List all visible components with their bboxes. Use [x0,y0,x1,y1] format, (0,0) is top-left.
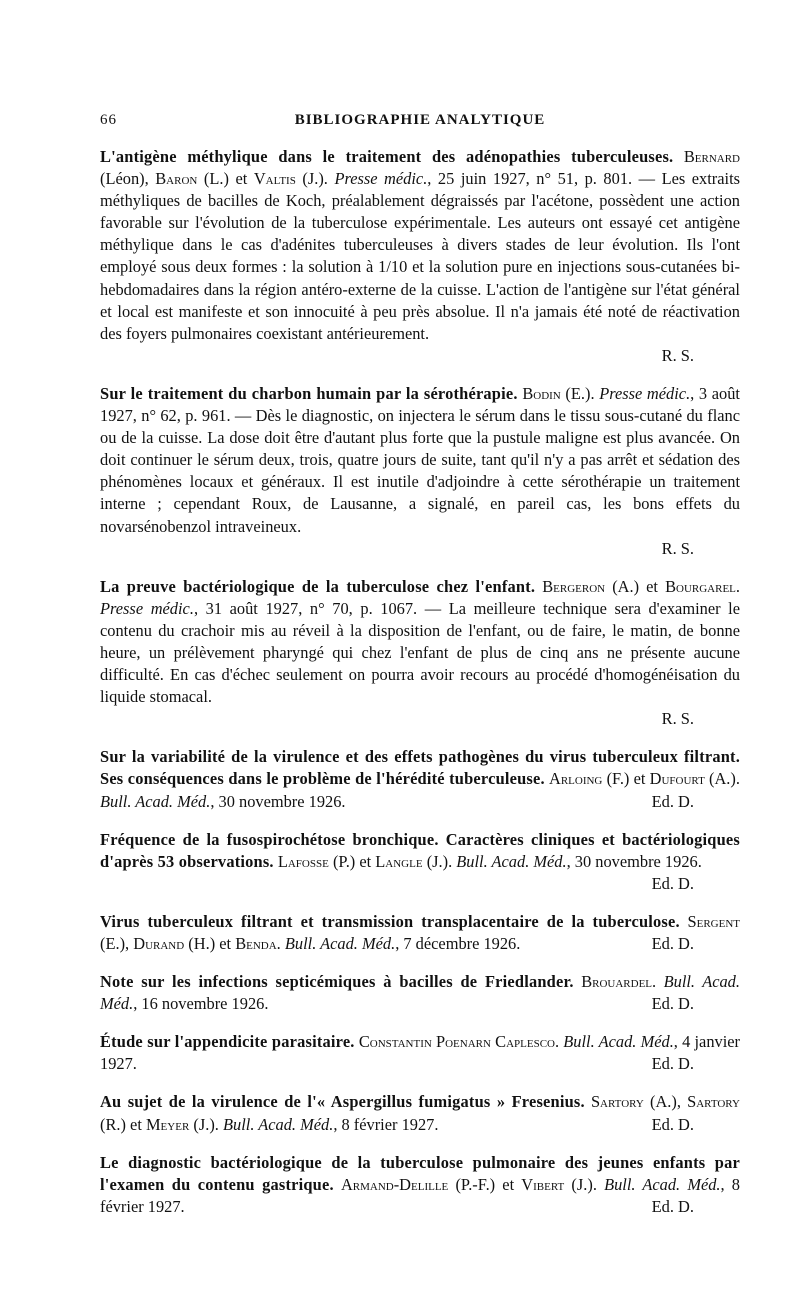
citation-ref: , 3 août 1927, n° 62, p. 961. [100,383,740,426]
author-separator: . [214,1114,223,1134]
entry-title: Fréquence de la fusospirochétose bronchique. Caractères cliniques et bactériologiques d'après 53 observations. [100,829,740,871]
author-name: Bergeron [542,576,606,596]
author-name: Bernard [683,147,740,166]
author-name: Constantin Poenarn Caplesco [358,1032,555,1052]
citation-ref: , 8 février 1927. [333,1114,439,1134]
author-separator: et [228,169,254,189]
journal-name: Bull. Acad. Méd. [223,1114,334,1134]
author-initials: (Léon) [100,169,145,189]
author-initials: (E.) [100,934,126,953]
journal-name: Bull. Acad. Méd. [563,1032,674,1052]
author-separator: , [144,169,156,189]
abstract-body: — Les extraits méthyliques de bacilles de Koch, préalablement dégraissés par l'acétone, possèdent une action favorable sur l'évolution de la tuberculose expérimentale. Les auteurs ont essayé cet antigène méthylique dans le cas d'adénites tuberculeuses à divers stades de leur évolution. Ils l'ont employé sous deux formes : la solution à 1/10 et la solution pure en injections sous-cutanées bi-hebdomadaires dans la région antéro-externe de la cuisse. L'action de l'antigène sur l'état général et local est manifeste et son innocuité à peu près absolue. Il n'a jamais été noté de réactivation des foyers pulmonaires coexistant antérieurement. [100,169,741,343]
reviewer-signature: R. S. [661,538,694,558]
reviewer-signature: R. S. [661,709,694,729]
author-name: Vibert [521,1174,565,1194]
reviewer-signature: Ed. D. [651,1054,694,1074]
author-separator: et [495,1174,522,1194]
author-separator: . [590,383,600,403]
author-separator: et [629,769,650,789]
author-name: Lafosse [277,851,329,871]
author-initials: (J.) [193,1114,215,1134]
author-name: Durand [133,934,185,953]
abstract-list [100,146,740,1234]
entry-title: Note sur les infections septicémiques à bacilles de Friedlander. [100,972,574,992]
citation-ref: , 30 novembre 1926. [566,851,702,871]
abstract-entry [100,1031,740,1075]
abstract-entry [100,746,740,812]
journal-name: Bull. Acad. Méd. [284,934,396,953]
author-separator: . [323,169,335,189]
author-initials: (H.) [188,934,216,953]
entry-title: Étude sur l'appendicite parasitaire. [100,1032,355,1052]
author-name: Bourgarel [665,576,736,596]
author-separator: . [554,1032,564,1052]
author-separator: . [276,934,285,953]
entry-title: Au sujet de la virulence de l'« Aspergillus fumigatus » Fresenius. [100,1092,585,1112]
author-initials: (A.) [612,576,640,596]
author-name: Bodin [522,383,561,403]
author-initials: (A.) [649,1092,677,1112]
author-initials: (P.-F.) [455,1174,496,1194]
author-initials: (F.) [606,769,630,789]
abstract-entry [100,1152,740,1218]
abstract-entry [100,383,740,560]
author-initials: (R.) [100,1114,126,1134]
author-name: Sergent [687,911,740,931]
abstract-entry [100,146,740,367]
author-separator: et [215,934,236,953]
author-initials: (E.) [565,383,591,403]
citation-ref: , 30 novembre 1926. [210,791,346,811]
author-name: Armand-Delille [340,1174,449,1194]
author-separator: . [735,769,740,789]
author-separator: et [639,576,666,596]
author-name: Baron [155,169,198,189]
author-initials: (J.) [571,1174,593,1194]
journal-name: Bull. Acad. Méd. [456,851,567,871]
abstract-entry [100,576,740,731]
author-separator: . [735,576,740,596]
author-separator: et [125,1114,146,1134]
author-separator: . [448,851,457,871]
author-name: Langle [375,851,423,871]
author-name: Sartory [590,1092,644,1112]
abstract-entry [100,1091,740,1135]
author-initials: (J.) [426,851,449,871]
citation-ref: , 4 janvier 1927. [100,1032,740,1074]
citation-ref: , 8 février 1927. [100,1174,741,1216]
journal-name: Bull. Acad. Méd. [100,791,211,811]
citation-ref: , 16 novembre 1926. [133,994,269,1014]
journal-name: Presse médic. [100,598,194,618]
abstract-entry [100,971,740,1015]
entry-title: Sur le traitement du charbon humain par la sérothérapie. [100,383,518,403]
entry-title: Virus tuberculeux filtrant et transmission transplacentaire de la tuberculose. [100,911,680,931]
author-name: Benda [235,934,277,953]
author-separator: , [676,1092,688,1112]
author-name: Valtis [253,169,296,189]
reviewer-signature: R. S. [661,345,694,365]
citation-ref: , 31 août 1927, n° 70, p. 1067. [193,598,418,618]
entry-title: L'antigène méthylique dans le traitement des adénopathies tuberculeuses. [100,147,674,166]
abstract-entry [100,829,740,895]
author-initials: (J.) [302,169,324,189]
entry-title: Le diagnostic bactériologique de la tuberculose pulmonaire des jeunes enfants par l'examen du contenu gastrique. [100,1152,740,1194]
entry-title: La preuve bactériologique de la tuberculose chez l'enfant. [100,576,536,596]
author-initials: (L.) [203,169,229,189]
author-separator: . [592,1174,605,1194]
author-separator: , [125,934,134,953]
author-initials: (P.) [332,851,356,871]
reviewer-signature: Ed. D. [651,1114,694,1134]
journal-name: Bull. Acad. Méd. [100,972,740,1014]
author-separator: et [355,851,376,871]
entry-title: Sur la variabilité de la virulence et des effets pathogènes du virus tuberculeux filtrant. Ses conséquences dans le problème de l'hérédité tuberculeuse. [100,747,740,789]
page-header [100,112,740,136]
reviewer-signature: Ed. D. [651,934,694,953]
abstract-body: — La meilleure technique sera d'examiner le contenu du crachoir mis au réveil à la disposition de l'enfant, ou de faire, le matin, de bonne heure, un prélèvement pharyngé qui chez l'enfant de plus de cinq ans ne présente aucune difficulté. En cas d'échec seulement on pourra avoir recours au procédé d'homogénéisation du liquide stomacal. [100,598,740,707]
running-head: BIBLIOGRAPHIE ANALYTIQUE [294,112,546,128]
citation-ref: , 7 décembre 1926. [395,934,521,953]
reviewer-signature: Ed. D. [651,994,694,1014]
author-initials: (A.) [709,769,736,789]
reviewer-signature: Ed. D. [651,873,694,893]
abstract-entry [100,911,740,955]
journal-name: Presse médic. [599,383,691,403]
author-name: Meyer [145,1114,190,1134]
citation-ref: , 25 juin 1927, n° 51, p. 801. [427,169,633,189]
journal-name: Presse médic. [334,169,428,189]
reviewer-signature: Ed. D. [651,1196,694,1216]
author-separator: . [652,972,664,992]
author-name: Arloing [548,769,603,789]
reviewer-signature: Ed. D. [651,791,694,811]
author-name: Dufourt [649,769,705,789]
page-number: 66 [100,112,117,128]
abstract-body: — Dès le diagnostic, on injectera le sérum dans le tissu sous-cutané du flanc ou de la cuisse. La dose doit être d'autant plus forte que la pustule maligne est plus avancée. On doit continuer le sérum deux, trois, quatre jours de suite, tant qu'il n'y a pas arrêt et sédation des phénomènes locaux et généraux. Il est inutile d'adjoindre à cette sérothérapie un traitement interne ; cependant Roux, de Lausanne, a signalé, en pareil cas, les bons effets du novarsénobenzol intraveineux. [100,406,740,536]
author-name: Sartory [687,1092,740,1112]
author-name: Brouardel [581,972,653,992]
journal-name: Bull. Acad. Méd. [604,1174,721,1194]
